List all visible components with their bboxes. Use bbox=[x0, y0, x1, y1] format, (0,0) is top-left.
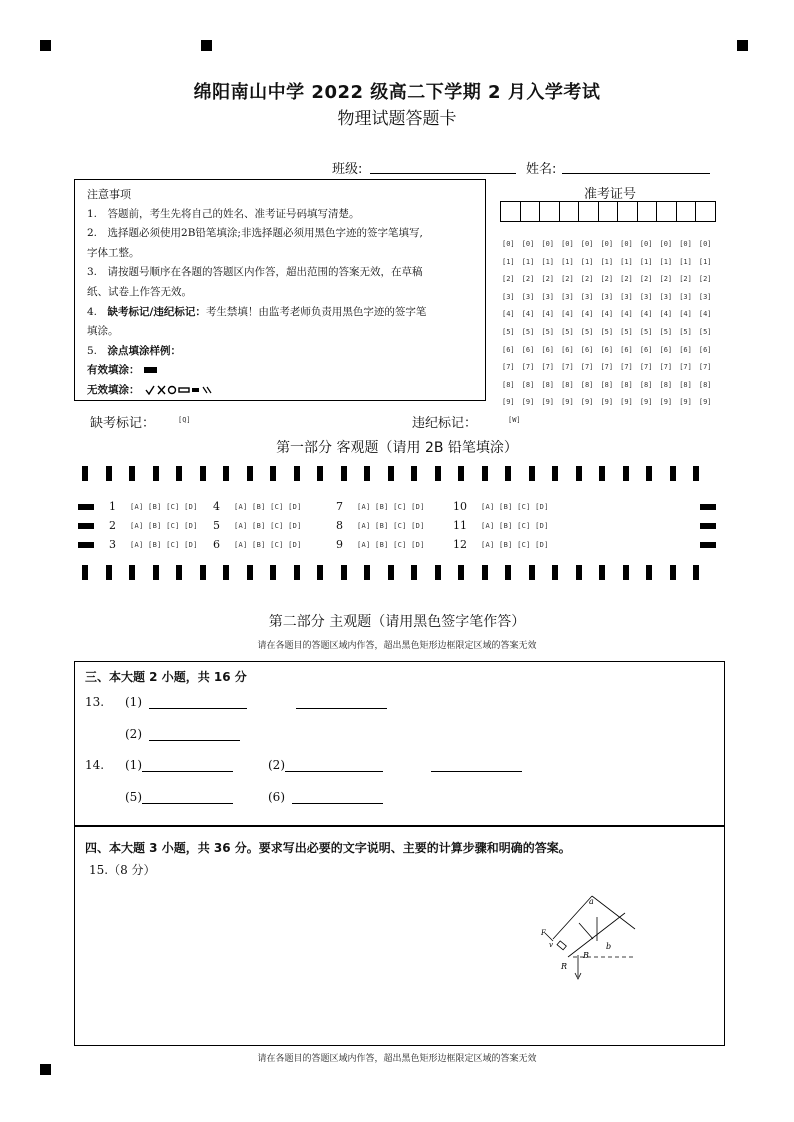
exam-digit-bubble[interactable]: [8] bbox=[600, 380, 614, 389]
exam-digit-bubble[interactable]: [8] bbox=[561, 380, 574, 389]
exam-digit-bubble[interactable]: [5] bbox=[502, 327, 515, 336]
bubble-row-4 bbox=[502, 306, 719, 324]
timing-mark bbox=[200, 565, 206, 580]
timing-mark bbox=[82, 565, 88, 580]
exam-digit-bubble[interactable]: [4] bbox=[521, 310, 535, 319]
q13-part1-answer-b[interactable] bbox=[296, 708, 387, 709]
row-mark-1 bbox=[78, 504, 94, 510]
exam-digit-bubble[interactable]: [2] bbox=[502, 275, 515, 284]
invalid-fill-samples-icon bbox=[145, 385, 215, 395]
bubble-row-2 bbox=[502, 271, 719, 289]
exam-digit-bubble[interactable]: [6] bbox=[639, 345, 653, 354]
mc-answer-options[interactable]: [A] [B] [C] [D] bbox=[357, 521, 425, 530]
timing-mark bbox=[670, 466, 676, 481]
absent-mark-label: 缺考标记： bbox=[90, 416, 156, 431]
exam-digit-bubble[interactable]: [0] bbox=[679, 240, 692, 248]
row-mark-3 bbox=[78, 542, 94, 548]
exam-digit-bubble[interactable]: [1] bbox=[679, 257, 692, 266]
exam-digit-bubble[interactable]: [6] bbox=[698, 345, 712, 354]
timing-mark bbox=[458, 565, 464, 580]
exam-digit-box[interactable] bbox=[559, 201, 580, 222]
timing-mark bbox=[505, 466, 511, 481]
exam-digit-bubble[interactable]: [0] bbox=[600, 240, 614, 248]
exam-digit-bubble[interactable]: [0] bbox=[620, 240, 633, 248]
exam-digit-bubble[interactable]: [8] bbox=[659, 380, 673, 389]
q13-part2-answer[interactable] bbox=[149, 740, 240, 741]
exam-digit-box[interactable] bbox=[695, 201, 716, 222]
exam-digit-bubble[interactable]: [3] bbox=[502, 292, 515, 301]
exam-digit-bubble[interactable]: [2] bbox=[639, 275, 653, 284]
exam-digit-bubble[interactable]: [5] bbox=[541, 327, 555, 336]
notice-item-4-text: 考生禁填！由监考老师负责用黑色字迹的签字笔 bbox=[205, 305, 427, 318]
exam-digit-bubble[interactable]: [9] bbox=[639, 398, 653, 407]
timing-mark bbox=[270, 565, 276, 580]
exam-digit-bubble[interactable]: [2] bbox=[698, 275, 712, 284]
mc-question-number: 8 bbox=[336, 519, 343, 532]
bubble-row-7 bbox=[502, 359, 719, 377]
exam-digit-bubble[interactable]: [6] bbox=[580, 345, 594, 354]
timing-mark bbox=[623, 565, 629, 580]
exam-digit-bubble[interactable]: [0] bbox=[502, 240, 515, 248]
timing-mark bbox=[388, 466, 394, 481]
row-mark-2 bbox=[78, 523, 94, 529]
exam-digit-bubble[interactable]: [9] bbox=[521, 398, 535, 407]
mc-question-number: 1 bbox=[109, 500, 116, 513]
exam-digit-bubble[interactable]: [4] bbox=[502, 310, 515, 319]
exam-digit-bubble[interactable]: [8] bbox=[541, 380, 555, 389]
exam-digit-bubble[interactable]: [5] bbox=[521, 327, 535, 336]
diagram-label-R: R bbox=[561, 962, 568, 971]
exam-digit-bubble[interactable]: [5] bbox=[600, 327, 614, 336]
exam-digit-bubble[interactable]: [2] bbox=[679, 275, 692, 284]
absent-mark-box[interactable]: [Q] bbox=[178, 416, 191, 424]
exam-digit-bubble[interactable]: [0] bbox=[521, 240, 535, 248]
timing-mark bbox=[294, 466, 300, 481]
exam-digit-bubble[interactable]: [0] bbox=[561, 240, 574, 248]
exam-digit-bubble[interactable]: [3] bbox=[541, 292, 555, 301]
exam-digit-box[interactable] bbox=[500, 201, 521, 222]
notice-item-2-cont: 字体工整。 bbox=[87, 246, 140, 259]
exam-digit-bubble[interactable]: [7] bbox=[580, 363, 594, 372]
timing-mark bbox=[552, 565, 558, 580]
exam-digit-bubble[interactable]: [1] bbox=[698, 257, 712, 266]
q14-part6-answer[interactable] bbox=[292, 803, 383, 804]
mc-question-number: 12 bbox=[453, 538, 467, 551]
exam-digit-bubble[interactable]: [6] bbox=[541, 345, 555, 354]
exam-digit-bubble[interactable]: [6] bbox=[502, 345, 515, 354]
exam-digit-bubble[interactable]: [5] bbox=[698, 327, 712, 336]
exam-digit-bubble[interactable]: [8] bbox=[521, 380, 535, 389]
exam-digit-box[interactable] bbox=[637, 201, 658, 222]
diagram-label-F: F bbox=[541, 929, 546, 937]
q14-part5-label: (5) bbox=[125, 790, 142, 804]
exam-digit-bubble[interactable]: [7] bbox=[620, 363, 633, 372]
exam-digit-bubble[interactable]: [1] bbox=[659, 257, 673, 266]
exam-digit-bubble[interactable]: [1] bbox=[580, 257, 594, 266]
corner-mark-top-center bbox=[201, 40, 212, 51]
mc-answer-options[interactable]: [A] [B] [C] [D] bbox=[234, 521, 302, 530]
mc-question-6 bbox=[200, 538, 302, 551]
timing-mark bbox=[317, 565, 323, 580]
mc-question-9 bbox=[323, 538, 425, 551]
timing-mark bbox=[505, 565, 511, 580]
exam-number-bubble-grid bbox=[502, 236, 719, 412]
bubble-row-9 bbox=[502, 394, 719, 412]
timing-mark bbox=[411, 466, 417, 481]
exam-digit-bubble[interactable]: [4] bbox=[679, 310, 692, 319]
exam-digit-bubble[interactable]: [1] bbox=[561, 257, 574, 266]
mc-question-8 bbox=[323, 519, 425, 532]
exam-digit-bubble[interactable]: [9] bbox=[620, 398, 633, 407]
exam-digit-bubble[interactable]: [5] bbox=[659, 327, 673, 336]
timing-mark bbox=[223, 466, 229, 481]
exam-digit-bubble[interactable]: [9] bbox=[580, 398, 594, 407]
exam-digit-bubble[interactable]: [7] bbox=[561, 363, 574, 372]
section4-title: 四、本大题 3 小题，共 36 分。要求写出必要的文字说明、主要的计算步骤和明确的答案。 bbox=[85, 841, 571, 855]
timing-mark bbox=[364, 466, 370, 481]
exam-digit-bubble[interactable]: [2] bbox=[659, 275, 673, 284]
row-mark-right-1 bbox=[700, 504, 716, 510]
exam-digit-bubble[interactable]: [8] bbox=[580, 380, 594, 389]
name-label: 姓名: bbox=[526, 162, 557, 177]
exam-digit-bubble[interactable]: [1] bbox=[541, 257, 555, 266]
exam-digit-bubble[interactable]: [4] bbox=[600, 310, 614, 319]
timing-mark bbox=[82, 466, 88, 481]
exam-digit-bubble[interactable]: [4] bbox=[620, 310, 633, 319]
mc-answer-options[interactable]: [A] [B] [C] [D] bbox=[130, 540, 198, 549]
timing-mark bbox=[670, 565, 676, 580]
timing-mark bbox=[129, 565, 135, 580]
exam-digit-bubble[interactable]: [9] bbox=[698, 398, 712, 407]
class-label: 班级: bbox=[332, 162, 363, 177]
exam-digit-bubble[interactable]: [5] bbox=[561, 327, 574, 336]
exam-digit-bubble[interactable]: [2] bbox=[600, 275, 614, 284]
class-field[interactable] bbox=[370, 173, 516, 174]
timing-mark bbox=[458, 466, 464, 481]
notice-item-4-cont: 填涂。 bbox=[87, 325, 119, 338]
exam-digit-bubble[interactable]: [2] bbox=[620, 275, 633, 284]
row-mark-right-3 bbox=[700, 542, 716, 548]
exam-number-title: 准考证号 bbox=[583, 187, 636, 202]
notice-box bbox=[74, 179, 486, 401]
timing-mark bbox=[646, 466, 652, 481]
exam-digit-bubble[interactable]: [6] bbox=[521, 345, 535, 354]
mc-answer-options[interactable]: [A] [B] [C] [D] bbox=[481, 502, 549, 511]
timing-mark bbox=[693, 565, 699, 580]
exam-digit-bubble[interactable]: [1] bbox=[639, 257, 653, 266]
q14-part1-answer[interactable] bbox=[142, 771, 233, 772]
timing-mark bbox=[153, 466, 159, 481]
mc-question-number: 11 bbox=[453, 519, 467, 532]
mc-answer-options[interactable]: [A] [B] [C] [D] bbox=[357, 502, 425, 511]
exam-subtitle: 物理试题答题卡 bbox=[337, 109, 457, 129]
violation-mark-box[interactable]: [W] bbox=[508, 416, 521, 424]
timing-mark bbox=[529, 565, 535, 580]
section3-title: 三、本大题 2 小题，共 16 分 bbox=[85, 670, 247, 684]
exam-digit-box[interactable] bbox=[539, 201, 560, 222]
mc-question-4 bbox=[200, 500, 302, 513]
bubble-row-5 bbox=[502, 324, 719, 342]
mc-question-number: 2 bbox=[109, 519, 116, 532]
timing-mark bbox=[247, 466, 253, 481]
exam-digit-bubble[interactable]: [2] bbox=[561, 275, 574, 284]
mc-answer-options[interactable]: [A] [B] [C] [D] bbox=[234, 540, 302, 549]
timing-mark bbox=[646, 565, 652, 580]
notice-item-3: 3. 请按题号顺序在各题的答题区内作答，超出范围的答案无效，在草稿 bbox=[87, 266, 423, 279]
notice-item-4-num: 4. bbox=[87, 305, 108, 318]
exam-digit-bubble[interactable]: [1] bbox=[600, 257, 614, 266]
q14-part6-label: (6) bbox=[268, 790, 285, 804]
exam-digit-bubble[interactable]: [7] bbox=[600, 363, 614, 372]
timing-mark bbox=[411, 565, 417, 580]
mc-question-number: 5 bbox=[213, 519, 220, 532]
notice-item-5-num: 5. bbox=[87, 344, 108, 357]
exam-digit-bubble[interactable]: [4] bbox=[659, 310, 673, 319]
mc-question-7 bbox=[323, 500, 425, 513]
timing-mark bbox=[106, 466, 112, 481]
exam-digit-bubble[interactable]: [7] bbox=[639, 363, 653, 372]
timing-mark bbox=[247, 565, 253, 580]
timing-mark bbox=[317, 466, 323, 481]
timing-mark bbox=[341, 466, 347, 481]
valid-fill-sample bbox=[144, 367, 157, 373]
timing-mark bbox=[294, 565, 300, 580]
part2-title: 第二部分 主观题（请用黑色签字笔作答） bbox=[268, 614, 526, 630]
notice-item-3-cont: 纸、试卷上作答无效。 bbox=[87, 285, 192, 298]
footer-hint: 请在各题目的答题区域内作答，超出黑色矩形边框限定区域的答案无效 bbox=[257, 1054, 537, 1064]
exam-digit-box[interactable] bbox=[617, 201, 638, 222]
notice-heading: 注意事项 bbox=[87, 188, 131, 201]
notice-item-5 bbox=[87, 342, 473, 362]
corner-mark-bottom-left bbox=[40, 1064, 51, 1075]
timing-mark bbox=[270, 466, 276, 481]
exam-digit-box[interactable] bbox=[578, 201, 599, 222]
exam-digit-bubble[interactable]: [1] bbox=[620, 257, 633, 266]
exam-digit-box[interactable] bbox=[520, 201, 541, 222]
q15-incline-diagram bbox=[535, 891, 650, 983]
bubble-row-6 bbox=[502, 342, 719, 360]
q14-part1-label: (1) bbox=[125, 758, 142, 772]
violation-mark-label: 违纪标记： bbox=[412, 416, 478, 431]
timing-marks-top bbox=[82, 466, 717, 481]
exam-digit-bubble[interactable]: [7] bbox=[659, 363, 673, 372]
part2-hint: 请在各题目的答题区域内作答，超出黑色矩形边框限定区域的答案无效 bbox=[257, 641, 537, 651]
notice-item-5-bold: 涂点填涂样例： bbox=[107, 344, 182, 357]
exam-digit-bubble[interactable]: [6] bbox=[561, 345, 574, 354]
q14-part2-answer-a[interactable] bbox=[285, 771, 383, 772]
mc-question-number: 9 bbox=[336, 538, 343, 551]
q14-part5-answer[interactable] bbox=[142, 803, 233, 804]
exam-digit-bubble[interactable]: [9] bbox=[541, 398, 555, 407]
mc-question-number: 7 bbox=[336, 500, 343, 513]
exam-digit-bubble[interactable]: [0] bbox=[659, 240, 673, 248]
bubble-row-1 bbox=[502, 254, 719, 272]
exam-digit-bubble[interactable]: [4] bbox=[541, 310, 555, 319]
timing-mark bbox=[435, 466, 441, 481]
exam-number-boxes bbox=[501, 201, 716, 222]
mc-question-11 bbox=[447, 519, 549, 532]
mc-question-3 bbox=[96, 538, 198, 551]
exam-digit-bubble[interactable]: [0] bbox=[698, 240, 712, 248]
mc-question-number: 10 bbox=[453, 500, 467, 513]
diagram-label-b: b bbox=[606, 942, 612, 951]
exam-digit-bubble[interactable]: [5] bbox=[679, 327, 692, 336]
q14-part2-answer-b[interactable] bbox=[431, 771, 522, 772]
timing-mark bbox=[552, 466, 558, 481]
mc-question-1 bbox=[96, 500, 198, 513]
exam-digit-bubble[interactable]: [4] bbox=[561, 310, 574, 319]
timing-mark bbox=[599, 466, 605, 481]
exam-digit-box[interactable] bbox=[598, 201, 619, 222]
mc-question-2 bbox=[96, 519, 198, 532]
timing-mark bbox=[388, 565, 394, 580]
bubble-row-3 bbox=[502, 289, 719, 307]
q13-part1-label: (1) bbox=[125, 695, 142, 709]
timing-mark bbox=[153, 565, 159, 580]
diagram-label-B: B bbox=[583, 951, 589, 960]
exam-digit-bubble[interactable]: [3] bbox=[620, 292, 633, 301]
exam-digit-bubble[interactable]: [3] bbox=[561, 292, 574, 301]
q15-number: 15.（8 分） bbox=[89, 863, 156, 877]
exam-digit-bubble[interactable]: [2] bbox=[541, 275, 555, 284]
timing-mark bbox=[129, 466, 135, 481]
exam-title: 绵阳南山中学 2022 级高二下学期 2 月入学考试 bbox=[193, 82, 601, 103]
timing-mark bbox=[482, 565, 488, 580]
notice-item-1: 1. 答题前，考生先将自己的姓名、准考证号码填写清楚。 bbox=[87, 207, 360, 220]
timing-marks-bottom bbox=[82, 565, 717, 580]
exam-digit-bubble[interactable]: [4] bbox=[580, 310, 594, 319]
exam-digit-bubble[interactable]: [8] bbox=[502, 380, 515, 389]
exam-digit-bubble[interactable]: [9] bbox=[561, 398, 574, 407]
mc-answer-options[interactable]: [A] [B] [C] [D] bbox=[130, 502, 198, 511]
q14-number: 14. bbox=[85, 758, 105, 772]
timing-mark bbox=[623, 466, 629, 481]
exam-digit-bubble[interactable]: [2] bbox=[580, 275, 594, 284]
name-field[interactable] bbox=[562, 173, 710, 174]
mc-question-number: 3 bbox=[109, 538, 116, 551]
exam-digit-bubble[interactable]: [9] bbox=[502, 398, 515, 407]
notice-item-4-bold: 缺考标记/违纪标记： bbox=[107, 305, 206, 318]
row-mark-right-2 bbox=[700, 523, 716, 529]
exam-digit-bubble[interactable]: [5] bbox=[580, 327, 594, 336]
exam-digit-bubble[interactable]: [2] bbox=[521, 275, 535, 284]
corner-mark-top-left bbox=[40, 40, 51, 51]
invalid-fill-label: 无效填涂： bbox=[87, 383, 140, 396]
exam-digit-bubble[interactable]: [8] bbox=[620, 380, 633, 389]
exam-digit-bubble[interactable]: [9] bbox=[679, 398, 692, 407]
exam-digit-bubble[interactable]: [3] bbox=[521, 292, 535, 301]
exam-digit-bubble[interactable]: [8] bbox=[639, 380, 653, 389]
section3-box bbox=[74, 661, 725, 827]
timing-mark bbox=[529, 466, 535, 481]
section4-box[interactable] bbox=[74, 825, 725, 1046]
bubble-row-0 bbox=[502, 236, 719, 254]
exam-digit-bubble[interactable]: [7] bbox=[521, 363, 535, 372]
mc-answer-options[interactable]: [A] [B] [C] [D] bbox=[481, 521, 549, 530]
exam-digit-box[interactable] bbox=[656, 201, 677, 222]
valid-fill-label: 有效填涂： bbox=[87, 364, 140, 377]
exam-digit-bubble[interactable]: [4] bbox=[698, 310, 712, 319]
timing-mark bbox=[200, 466, 206, 481]
exam-digit-bubble[interactable]: [6] bbox=[600, 345, 614, 354]
mc-answer-options[interactable]: [A] [B] [C] [D] bbox=[234, 502, 302, 511]
timing-mark bbox=[599, 565, 605, 580]
timing-mark bbox=[576, 466, 582, 481]
exam-digit-bubble[interactable]: [0] bbox=[639, 240, 653, 248]
exam-digit-bubble[interactable]: [0] bbox=[580, 240, 594, 248]
exam-digit-bubble[interactable]: [3] bbox=[639, 292, 653, 301]
exam-digit-box[interactable] bbox=[676, 201, 697, 222]
q13-part2-label: (2) bbox=[125, 727, 142, 741]
timing-mark bbox=[106, 565, 112, 580]
mc-question-5 bbox=[200, 519, 302, 532]
exam-digit-bubble[interactable]: [6] bbox=[659, 345, 673, 354]
exam-digit-bubble[interactable]: [5] bbox=[620, 327, 633, 336]
timing-mark bbox=[435, 565, 441, 580]
exam-digit-bubble[interactable]: [3] bbox=[659, 292, 673, 301]
diagram-label-v: v bbox=[549, 941, 553, 949]
part1-title: 第一部分 客观题（请用 2B 铅笔填涂） bbox=[276, 440, 518, 456]
q14-part2-label: (2) bbox=[268, 758, 285, 772]
notice-item-2: 2. 选择题必须使用2B铅笔填涂;非选择题必须用黑色字迹的签字笔填写, bbox=[87, 227, 423, 240]
exam-digit-bubble[interactable]: [4] bbox=[639, 310, 653, 319]
q13-part1-answer-a[interactable] bbox=[149, 708, 247, 709]
timing-mark bbox=[176, 466, 182, 481]
exam-digit-bubble[interactable]: [8] bbox=[698, 380, 712, 389]
q13-number: 13. bbox=[85, 695, 105, 709]
exam-digit-bubble[interactable]: [1] bbox=[502, 257, 515, 266]
exam-digit-bubble[interactable]: [8] bbox=[679, 380, 692, 389]
mc-question-number: 4 bbox=[213, 500, 220, 513]
exam-digit-bubble[interactable]: [3] bbox=[679, 292, 692, 301]
mc-question-10 bbox=[447, 500, 549, 513]
exam-digit-bubble[interactable]: [7] bbox=[698, 363, 712, 372]
exam-digit-bubble[interactable]: [6] bbox=[679, 345, 692, 354]
notice-item-4 bbox=[87, 303, 473, 323]
timing-mark bbox=[223, 565, 229, 580]
exam-digit-bubble[interactable]: [9] bbox=[659, 398, 673, 407]
diagram-label-a: a bbox=[589, 897, 594, 906]
corner-mark-top-right bbox=[737, 40, 748, 51]
mc-question-number: 6 bbox=[213, 538, 220, 551]
timing-mark bbox=[576, 565, 582, 580]
exam-digit-bubble[interactable]: [1] bbox=[521, 257, 535, 266]
timing-mark bbox=[693, 466, 699, 481]
mc-answer-options[interactable]: [A] [B] [C] [D] bbox=[130, 521, 198, 530]
valid-fill-example bbox=[87, 361, 473, 381]
exam-digit-bubble[interactable]: [3] bbox=[580, 292, 594, 301]
bubble-row-8 bbox=[502, 377, 719, 395]
timing-mark bbox=[341, 565, 347, 580]
mc-question-12 bbox=[447, 538, 549, 551]
exam-digit-bubble[interactable]: [0] bbox=[541, 240, 555, 248]
timing-mark bbox=[482, 466, 488, 481]
exam-digit-bubble[interactable]: [3] bbox=[698, 292, 712, 301]
exam-digit-bubble[interactable]: [7] bbox=[679, 363, 692, 372]
exam-digit-bubble[interactable]: [5] bbox=[639, 327, 653, 336]
exam-digit-bubble[interactable]: [3] bbox=[600, 292, 614, 301]
timing-mark bbox=[364, 565, 370, 580]
exam-digit-bubble[interactable]: [6] bbox=[620, 345, 633, 354]
invalid-fill-example bbox=[87, 381, 473, 401]
mc-answer-options[interactable]: [A] [B] [C] [D] bbox=[357, 540, 425, 549]
exam-digit-bubble[interactable]: [7] bbox=[541, 363, 555, 372]
exam-digit-bubble[interactable]: [7] bbox=[502, 363, 515, 372]
mc-answer-options[interactable]: [A] [B] [C] [D] bbox=[481, 540, 549, 549]
timing-mark bbox=[176, 565, 182, 580]
exam-digit-bubble[interactable]: [9] bbox=[600, 398, 614, 407]
